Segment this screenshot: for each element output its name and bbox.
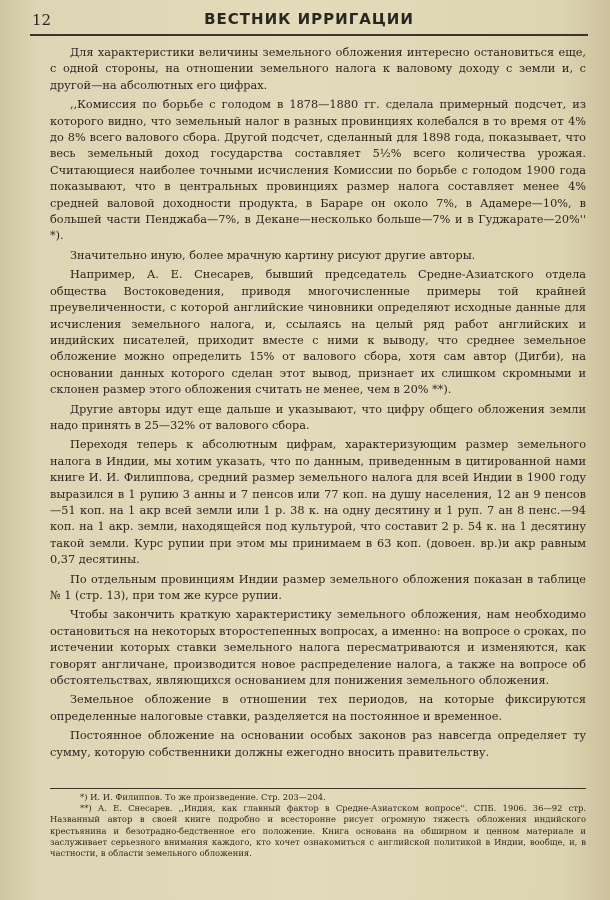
page-number: 12 [32,11,52,29]
page-header [30,8,588,36]
footnote: *) И. И. Филиппов. То же произведение. Стр. 203—204. [80,792,326,802]
paragraph: Переходя теперь к абсолютным цифрам, характеризующим размер земельного налога в Индии, мы хотим указать, что по данным, приведенным в цитированной нами книге И. И. Филиппова, средний размер земельного налога для всей Индии в 1900 году выразился в 1 рупию 3 анны и 7 пенсов или 77 коп. на душу населения, 12 ан 9 пенсов—51 коп. на 1 акр всей земли или 1 р. 38 к. на одну десятину и 1 руп. 7 ан 8 пенс.—94 коп. на 1 акр. земли, находящейся под культурой, что составит 2 р. 54 к. на 1 десятину такой земли. Курс рупии при этом мы принимаем в 63 коп. (довоен. вр.)и акр равным 0,37 десятины. [50,438,586,567]
footnotes [50,788,586,859]
paragraph: Например, А. Е. Снесарев, бывший председатель Средне-Азиатского отдела общества Востоковедения, приводя многочисленные примеры той крайней преувеличенности, с которой английские чиновники определяют исходные данные для исчисления земельного налога, и, ссылаясь на целый ряд работ английских и индийских писателей, приходит вместе с ними к выводу, что среднее земельное обложение можно определить 15% от валового сбора, хотя сам автор (Дигби), на основании данных которого сделан этот вывод, признает их слишком скромными и склонен размер этого обложения считать не менее, чем в 20% **). [50,268,586,397]
paragraph: Для характеристики величины земельного обложения интересно остановиться еще, с одной стороны, на отношении земельного налога к валовому доходу с земли и, с другой—на абсолютных его цифрах. [50,46,586,92]
paragraph: По отдельным провинциям Индии размер земельного обложения показан в таблице № 1 (стр. 13), при том же курсе рупии. [50,572,586,602]
paragraph: ,,Комиссия по борьбе с голодом в 1878—1880 гг. сделала примерный подсчет, из которого видно, что земельный налог в разных провинциях колебался в то время от 4% до 8% всего валового сбора. Другой подсчет, сделанный для 1898 года, показывает, что весь земельный доход государства составляет 5½% всего количества урожая. Считающиеся наиболее точными исчисления Комиссии по борьбе с голодом 1900 года показывают, что в центральных провинциях размер налога составляет менее 4% средней валовой доходности продукта, в Бараре он около 7%, в Адамере—10%, в большей части Пенджаба—7%, в Декане—несколько больше—7% и в Гуджарате—20%'' *). [50,98,586,243]
body-text [50,45,586,764]
paragraph: Другие авторы идут еще дальше и указывают, что цифру общего обложения земли надо принять в 25—32% от валового сбора. [50,402,586,432]
paragraph: Значительно иную, более мрачную картину рисуют другие авторы. [70,248,476,262]
paragraph: Земельное обложение в отношении тех периодов, на которые фиксируются определенные налоговые ставки, разделяется на постоянное и временное. [50,693,586,723]
paragraph: Чтобы закончить краткую характеристику земельного обложения, нам необходимо остановиться на некоторых второстепенных вопросах, а именно: на вопросе о сроках, по истечении которых ставки земельного налога пересматриваются и изменяются, как говорят англичане, производится новое распределение налога, а также на вопросе об обстоятельствах, являющихся основанием для понижения земельного обложения. [50,608,586,688]
running-title: ВЕСТНИК ИРРИГАЦИИ [204,10,414,28]
footnote: **) А. Е. Снесарев. ,,Индия, как главный фактор в Средне-Азиатском вопросе''. СПБ. 1906. 36—92 стр. Названный автор в своей книге подробно и всесторонне рисует огромную тяжесть обложения индийского крестьянина и безотрадно-бедственное его положение. Книга основана на обширном и ценном материале и заслуживает серьезного внимания каждого, кто хочет ознакомиться с английской политикой в Индии, вообще, и, в частности, в области земельного обложения. [50,803,586,859]
paragraph: Постоянное обложение на основании особых законов раз навсегда определяет ту сумму, которую собственники должны ежегодно вносить правительству. [50,729,586,759]
